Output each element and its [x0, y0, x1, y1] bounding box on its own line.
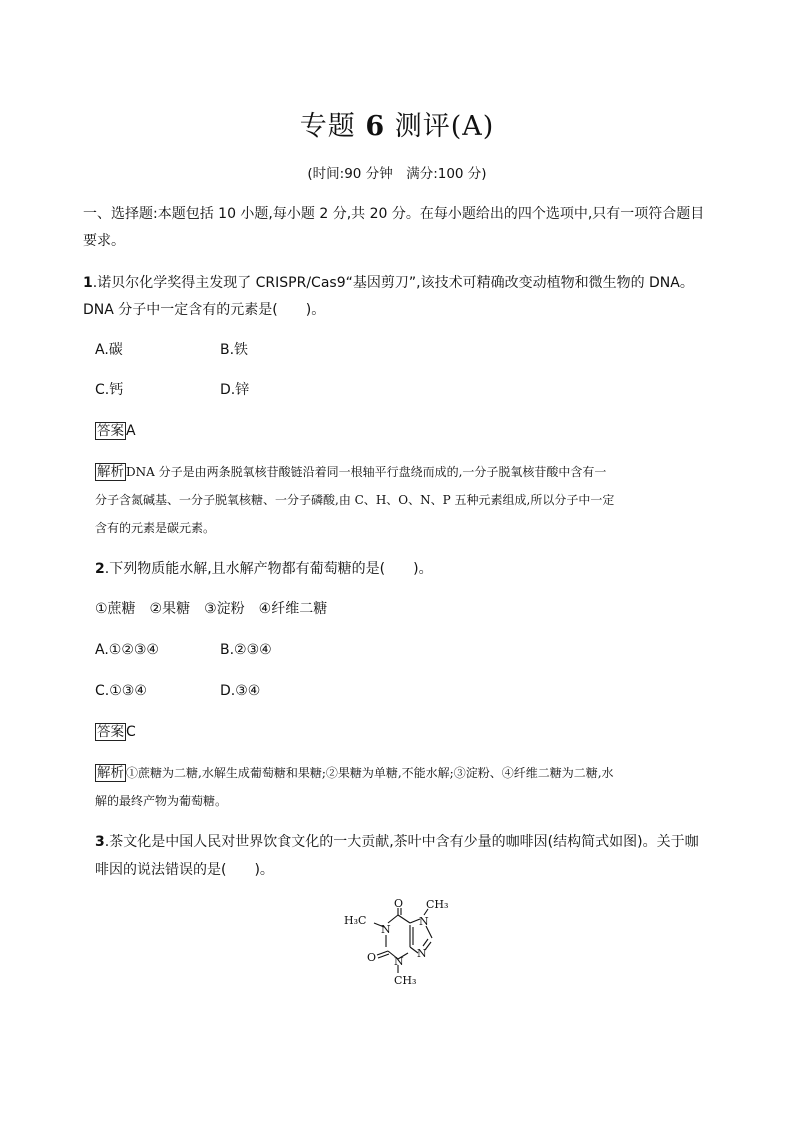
q1-analysis-text-1: DNA 分子是由两条脱氧核苷酸链沿着同一根轴平行盘绕而成的,一分子脱氧核苷酸中含有一: [126, 465, 607, 479]
title-prefix: 专题: [299, 111, 356, 142]
page-title: [0, 104, 794, 143]
q1-stem-line2: DNA 分子中一定含有的元素是( )。: [83, 302, 326, 318]
q1-answer: [95, 417, 136, 445]
q2-analysis-line2: 解的最终产物为葡萄糖。: [95, 794, 228, 808]
section-instruction-line1: 一、选择题:本题包括 10 小题,每小题 2 分,共 20 分。在每小题给出的四个选项中,只有一项符合题目: [83, 206, 705, 222]
n1-label: N: [381, 923, 391, 936]
section-instruction-line2: 要求。: [83, 233, 125, 249]
q2-stem-text: .下列物质能水解,且水解产物都有葡萄糖的是( )。: [104, 561, 433, 577]
q1-option-d: D.锌: [220, 382, 250, 398]
q2-analysis-line1: [95, 759, 614, 787]
oxygen-top-label: O: [394, 897, 404, 910]
analysis-label: 解析: [97, 464, 124, 480]
q1-option-b: B.铁: [220, 342, 249, 358]
title-suffix: 测评(A): [394, 111, 495, 142]
ch3-top-label: CH₃: [426, 898, 449, 911]
n9-label: N: [417, 947, 427, 960]
q2-answer: [95, 718, 136, 746]
q2-option-c: C.①③④: [95, 683, 147, 699]
oxygen-left-label: O: [367, 951, 377, 964]
q2-answer-value: C: [126, 724, 136, 740]
title-number: 6: [365, 111, 386, 142]
q1-analysis-line1: [95, 458, 606, 486]
q1-number: 1: [83, 275, 93, 291]
q1-stem-line1: [83, 269, 694, 297]
answer-label: 答案: [97, 423, 124, 439]
q1-answer-value: A: [126, 423, 136, 439]
analysis-label: 解析: [97, 765, 124, 781]
q2-items: ①蔗糖 ②果糖 ③淀粉 ④纤维二糖: [95, 601, 328, 617]
q2-option-b: B.②③④: [220, 642, 272, 658]
caffeine-structure-figure: [340, 895, 460, 990]
q1-analysis-line3: 含有的元素是碳元素。: [95, 521, 216, 535]
q2-analysis-text-1: ①蔗糖为二糖,水解生成葡萄糖和果糖;②果糖为单糖,不能水解;③淀粉、④纤维二糖为二糖,水: [126, 766, 614, 780]
q3-stem-line2: 啡因的说法错误的是( )。: [95, 862, 274, 878]
q3-number: 3: [95, 834, 105, 850]
q1-analysis-line2: 分子含氮碱基、一分子脱氧核糖、一分子磷酸,由 C、H、O、N、P 五种元素组成,所以分子中一定: [95, 493, 615, 507]
n7-label: N: [419, 915, 429, 928]
q2-option-a: A.①②③④: [95, 642, 159, 658]
n3-label: N: [394, 955, 404, 968]
q2-stem-line1: [95, 555, 433, 583]
q1-stem-text: .诺贝尔化学奖得主发现了 CRISPR/Cas9“基因剪刀”,该技术可精确改变动植物和微生物的 DNA。: [92, 275, 694, 291]
ch3-bottom-label: CH₃: [394, 974, 417, 987]
h3c-label: H₃C: [344, 914, 367, 927]
q1-option-c: C.钙: [95, 382, 124, 398]
q3-stem-line1: [95, 828, 699, 856]
exam-subtitle: (时间:90 分钟 满分:100 分): [307, 166, 487, 182]
answer-label: 答案: [97, 724, 124, 740]
q2-number: 2: [95, 561, 105, 577]
q1-option-a: A.碳: [95, 342, 123, 358]
q2-option-d: D.③④: [220, 683, 261, 699]
q3-stem-text: .茶文化是中国人民对世界饮食文化的一大贡献,茶叶中含有少量的咖啡因(结构简式如图)。关于咖: [104, 834, 699, 850]
